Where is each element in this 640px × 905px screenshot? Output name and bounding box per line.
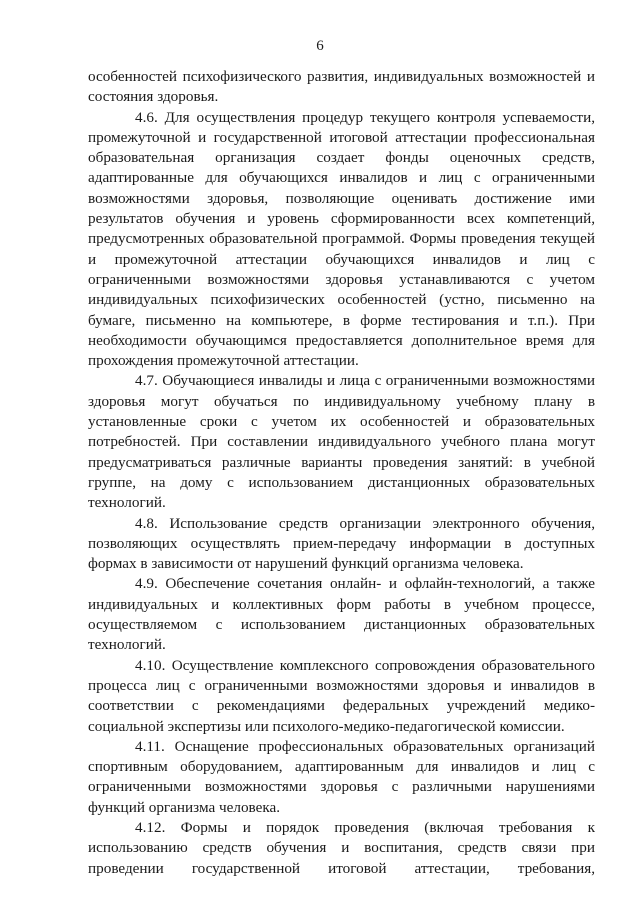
paragraph-4-9: 4.9. Обеспечение сочетания онлайн- и офлайн-технологий, а также индивидуальных и коллективных форм работы в учебном процессе, осуществляемом с использованием дистанционных образовательных технологий. bbox=[88, 575, 595, 654]
paragraph-4-10: 4.10. Осуществление комплексного сопровождения образовательного процесса лиц с ограниченными возможностями здоровья и инвалидов в соответствии с рекомендациями федеральных учреждений медико-социальной экспертизы или психолого-медико-педагогической комиссии. bbox=[88, 656, 595, 735]
paragraph-4-7: 4.7. Обучающиеся инвалиды и лица с ограниченными возможностями здоровья могут обучаться по индивидуальному учебному плану в установленные сроки с учетом их особенностей и образовательных потребностей. При составлении индивидуального учебного плана могут предусматриваться различные варианты проведения занятий: в учебной группе, на дому с использованием дистанционных образовательных технологий. bbox=[88, 372, 595, 512]
paragraph-4-12: 4.12. Формы и порядок проведения (включая требования к использованию средств обучения и воспитания, средств связи при проведении государственной итоговой аттестации, требования, bbox=[88, 818, 595, 877]
paragraph-4-11: 4.11. Оснащение профессиональных образовательных организаций спортивным оборудованием, адаптированным для инвалидов и лиц с ограниченными возможностями здоровья с различными нарушениями функций организма человека. bbox=[88, 737, 595, 816]
paragraph-4-8: 4.8. Использование средств организации электронного обучения, позволяющих осуществлять прием-передачу информации в доступных формах в зависимости от нарушений функций организма человека. bbox=[88, 514, 595, 573]
document-body bbox=[88, 67, 595, 879]
paragraph-4-6: 4.6. Для осуществления процедур текущего контроля успеваемости, промежуточной и государственной итоговой аттестации профессиональная образовательная организация создает фонды оценочных средств, адаптированные для обучающихся инвалидов и лиц с ограниченными возможностями здоровья, позволяющие оценивать достижение ими результатов обучения и уровень сформированности всех компетенций, предусмотренных образовательной программой. Формы проведения текущей и промежуточной аттестации обучающихся инвалидов и лиц с ограниченными возможностями здоровья устанавливаются с учетом индивидуальных психофизических особенностей (устно, письменно на бумаге, письменно на компьютере, в форме тестирования и т.п.). При необходимости обучающимся предоставляется дополнительное время для прохождения промежуточной аттестации. bbox=[88, 108, 595, 370]
paragraph-continuation: особенностей психофизического развития, индивидуальных возможностей и состояния здоровья. bbox=[88, 68, 595, 106]
page-number: 6 bbox=[316, 38, 324, 54]
